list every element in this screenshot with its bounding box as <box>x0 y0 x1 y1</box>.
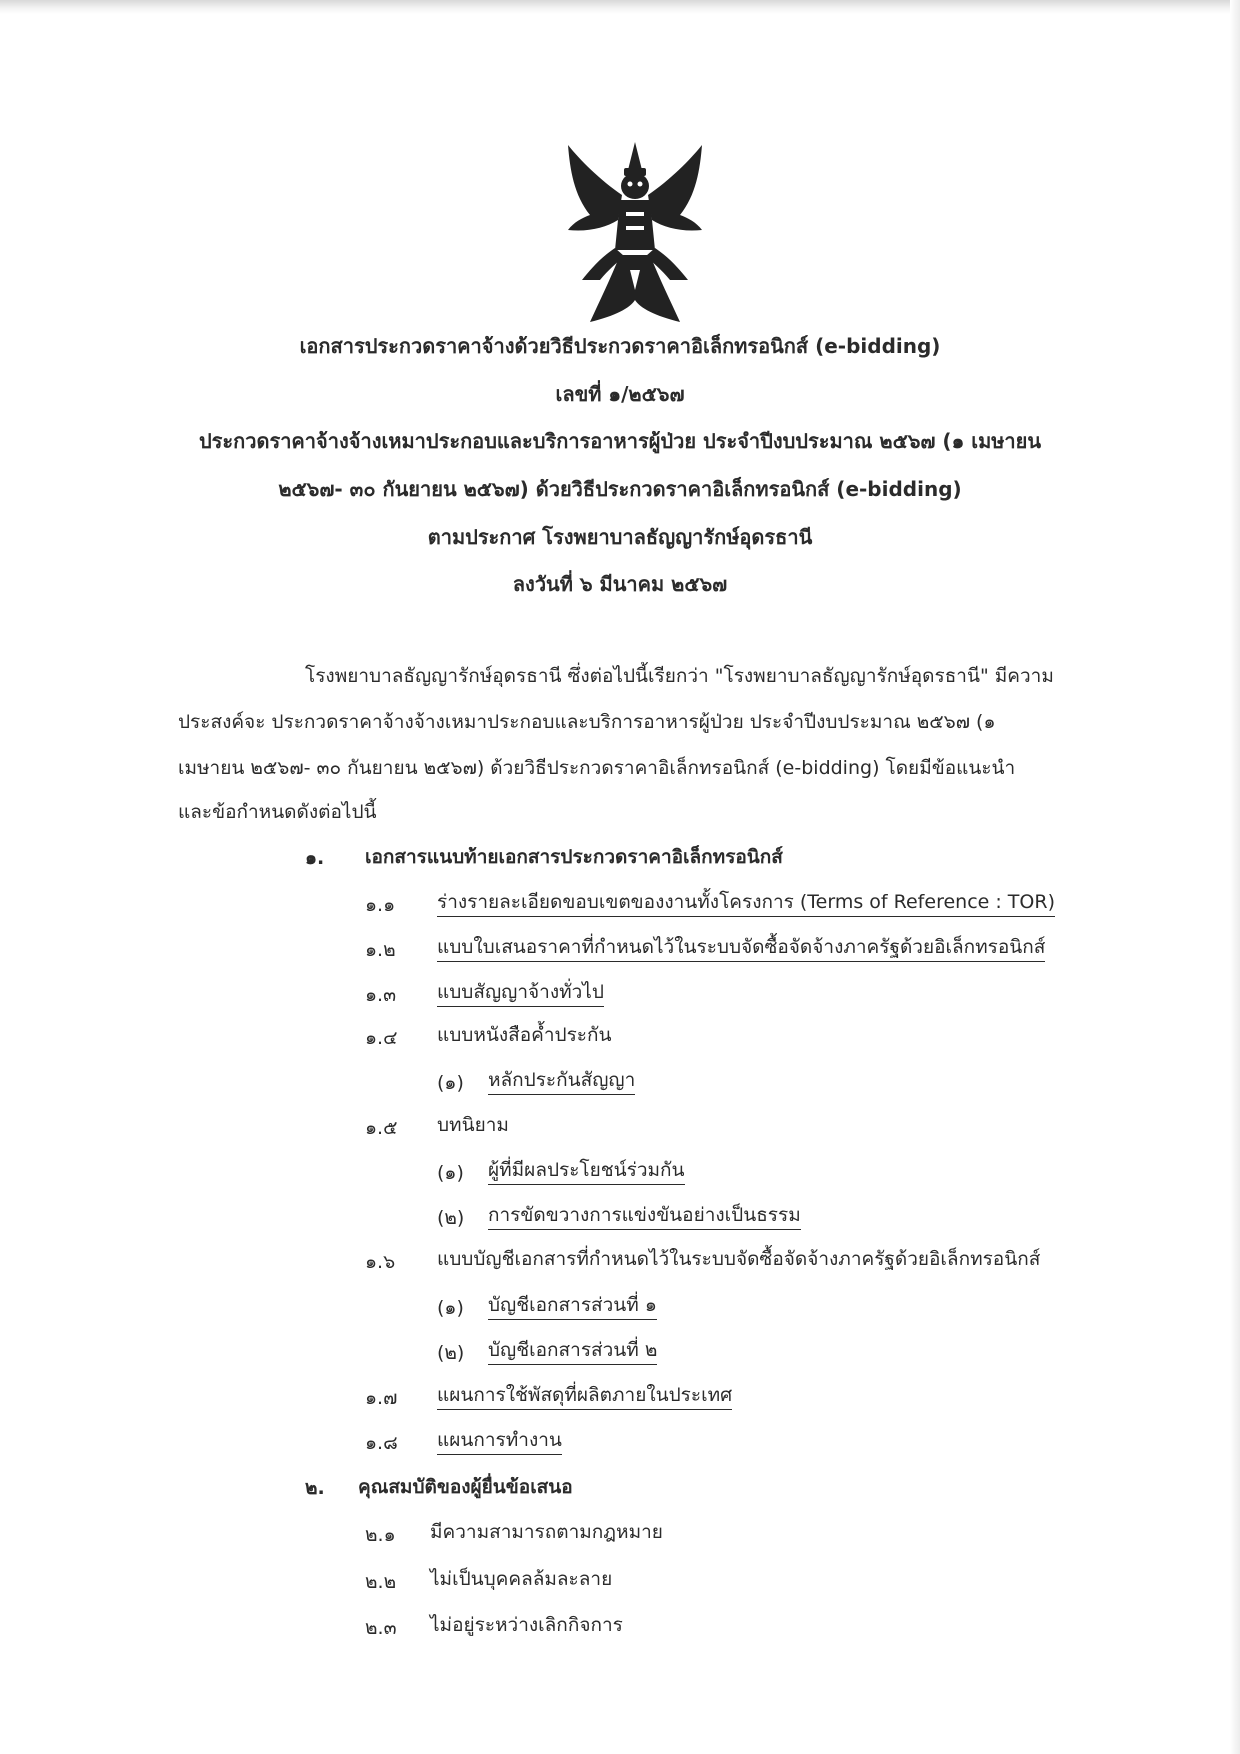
item-number: ๒.๒ <box>365 1571 397 1593</box>
attachment-item: แบบบัญชีเอกสารที่กำหนดไว้ในระบบจัดซื้อจัดจ้างภาครัฐด้วยอิเล็กทรอนิกส์ <box>437 1248 1041 1270</box>
document-title: เอกสารประกวดราคาจ้างด้วยวิธีประกวดราคาอิเล็กทรอนิกส์ (e-bidding) <box>299 334 941 358</box>
qualification-item: ไม่อยู่ระหว่างเลิกกิจการ <box>430 1614 623 1636</box>
attachment-item: แบบหนังสือค้ำประกัน <box>437 1024 612 1046</box>
attachment-sub-item: บัญชีเอกสารส่วนที่ ๑ <box>488 1294 657 1320</box>
attachment-item: บทนิยาม <box>437 1114 509 1136</box>
announcement-issuer: ตามประกาศ โรงพยาบาลธัญญารักษ์อุดรธานี <box>427 525 813 549</box>
announcement-date: ลงวันที่ ๖ มีนาคม ๒๕๖๗ <box>512 572 728 596</box>
attachment-item: แบบใบเสนอราคาที่กำหนดไว้ในระบบจัดซื้อจัดจ้างภาครัฐด้วยอิเล็กทรอนิกส์ <box>437 936 1045 962</box>
attachment-sub-item: บัญชีเอกสารส่วนที่ ๒ <box>488 1339 657 1365</box>
attachment-item: ร่างรายละเอียดขอบเขตของงานทั้งโครงการ (Terms of Reference : TOR) <box>437 891 1055 917</box>
item-number: ๑.๗ <box>365 1387 398 1409</box>
item-number: ๑.๓ <box>365 984 397 1006</box>
sub-item-number: (๒) <box>437 1342 465 1364</box>
item-number: ๒.๑ <box>365 1524 396 1546</box>
sub-item-number: (๒) <box>437 1207 465 1229</box>
item-number: ๑.๘ <box>365 1432 398 1454</box>
garuda-emblem-icon <box>560 140 710 330</box>
item-number: ๑.๕ <box>365 1117 398 1139</box>
sub-item-number: (๑) <box>437 1072 464 1094</box>
intro-line-3: เมษายน ๒๕๖๗- ๓๐ กันยายน ๒๕๖๗) ด้วยวิธีประกวดราคาอิเล็กทรอนิกส์ (e-bidding) โดยมีข้อแนะนำ <box>178 757 1016 779</box>
item-number: ๒.๓ <box>365 1617 397 1639</box>
scan-edge-top <box>0 0 1240 14</box>
intro-line-2: ประสงค์จะ ประกวดราคาจ้างจ้างเหมาประกอบและบริการอาหารผู้ป่วย ประจำปีงบประมาณ ๒๕๖๗ (๑ <box>178 711 996 733</box>
section-1-number: ๑. <box>305 847 325 869</box>
attachment-item: แผนการใช้พัสดุที่ผลิตภายในประเทศ <box>437 1384 732 1410</box>
intro-line-1: โรงพยาบาลธัญญารักษ์อุดรธานี ซึ่งต่อไปนี้เรียกว่า "โรงพยาบาลธัญญารักษ์อุดรธานี" มีความ <box>305 665 1054 687</box>
item-number: ๑.๑ <box>365 894 396 916</box>
section-2-heading: คุณสมบัติของผู้ยื่นข้อเสนอ <box>358 1476 573 1498</box>
attachment-item: แผนการทำงาน <box>437 1429 562 1455</box>
document-subject-line1: ประกวดราคาจ้างจ้างเหมาประกอบและบริการอาหารผู้ป่วย ประจำปีงบประมาณ ๒๕๖๗ (๑ เมษายน <box>198 429 1042 453</box>
intro-line-4: และข้อกำหนดดังต่อไปนี้ <box>178 801 377 823</box>
qualification-item: มีความสามารถตามกฎหมาย <box>430 1521 663 1543</box>
item-number: ๑.๖ <box>365 1251 396 1273</box>
section-1-heading: เอกสารแนบท้ายเอกสารประกวดราคาอิเล็กทรอนิกส์ <box>365 846 783 868</box>
scan-edge-right <box>1230 0 1240 1754</box>
attachment-sub-item: หลักประกันสัญญา <box>488 1069 635 1095</box>
attachment-sub-item: การขัดขวางการแข่งขันอย่างเป็นธรรม <box>488 1204 801 1230</box>
attachment-item: แบบสัญญาจ้างทั่วไป <box>437 981 604 1007</box>
document-subject-line2: ๒๕๖๗- ๓๐ กันยายน ๒๕๖๗) ด้วยวิธีประกวดราคาอิเล็กทรอนิกส์ (e-bidding) <box>278 477 962 501</box>
item-number: ๑.๔ <box>365 1027 398 1049</box>
sub-item-number: (๑) <box>437 1297 464 1319</box>
document-number: เลขที่ ๑/๒๕๖๗ <box>555 382 685 406</box>
section-2-number: ๒. <box>305 1477 325 1499</box>
attachment-sub-item: ผู้ที่มีผลประโยชน์ร่วมกัน <box>488 1159 685 1185</box>
sub-item-number: (๑) <box>437 1162 464 1184</box>
item-number: ๑.๒ <box>365 939 396 961</box>
qualification-item: ไม่เป็นบุคคลล้มละลาย <box>430 1568 613 1590</box>
